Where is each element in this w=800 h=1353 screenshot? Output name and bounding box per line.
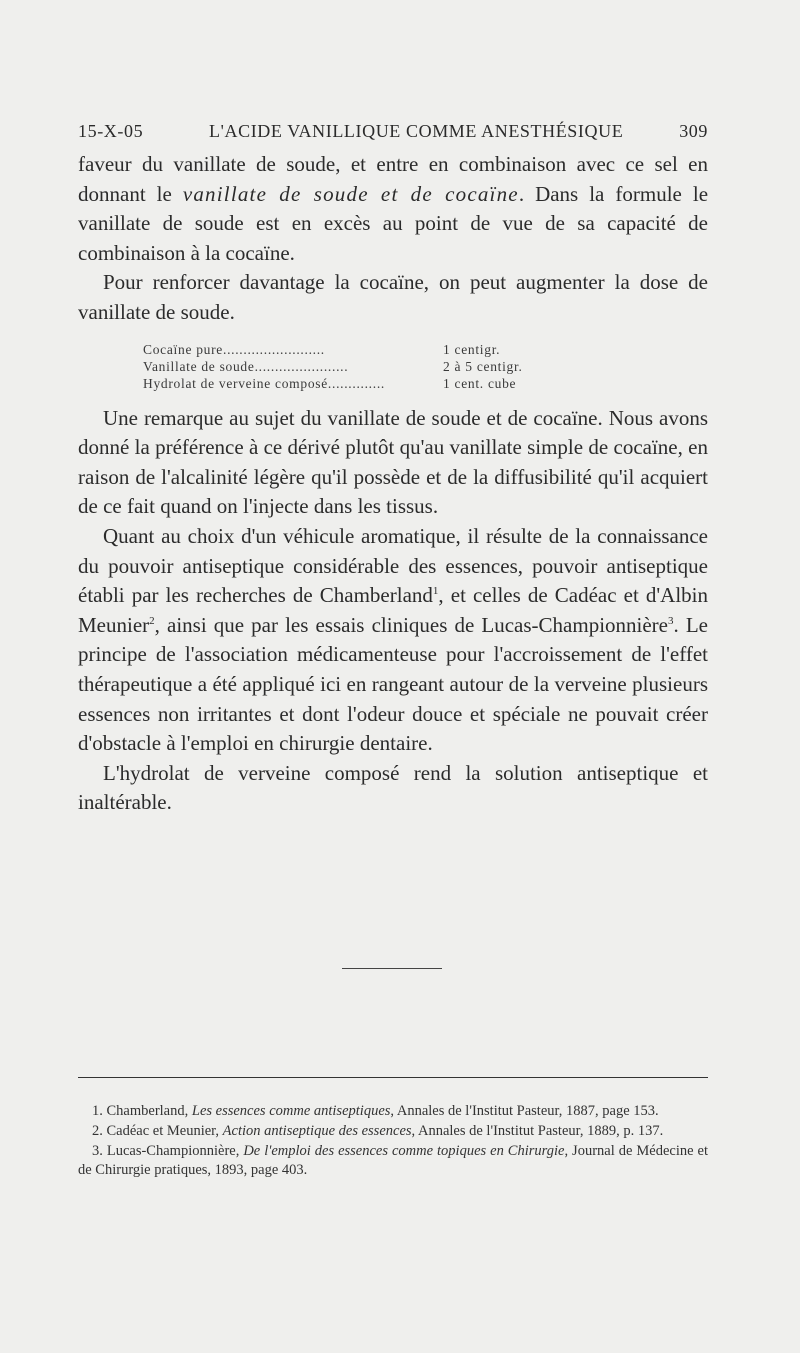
footnote-source: , Annales de l'Institut Pasteur, 1887, page 153. — [390, 1103, 659, 1119]
footnotes — [78, 1102, 708, 1181]
paragraph-1 — [78, 150, 708, 268]
paragraph-3: Une remarque au sujet du vanillate de soude et de cocaïne. Nous avons donné la préférence à ce dérivé plutôt qu'au vanillate simple de cocaïne, en raison de l'alcalinité légère qu'il possède et de la diffusibilité qu'il acquiert de ce fait quand on l'injecte dans les tissus. — [78, 405, 708, 519]
formula-quantity: 1 centigr. — [443, 341, 501, 357]
formula-ingredient: Hydrolat de verveine composé.............. — [143, 375, 385, 391]
page-number: 309 — [679, 121, 708, 141]
paragraph-4-text-c: , ainsi que par les essais cliniques de Lucas-Championnière — [154, 612, 668, 637]
footnote-1 — [78, 1102, 708, 1122]
formula-quantity: 2 à 5 centigr. — [443, 358, 523, 374]
formula-row — [78, 341, 708, 358]
formula-ingredient: Vanillate de soude....................... — [143, 358, 349, 374]
footnote-ref-1[interactable]: 1 — [432, 585, 439, 598]
section-divider — [342, 968, 442, 969]
paragraph-1-text-b: . Dans la formule le vanillate de soude est en excès au point de vue de sa capacité de combinaison à la cocaïne. — [78, 181, 709, 265]
paragraph-2: Pour renforcer davantage la cocaïne, on peut augmenter la dose de vanillate de soude. — [78, 270, 708, 324]
footnote-source: , Annales de l'Institut Pasteur, 1889, p. 137. — [411, 1122, 664, 1139]
formula-row — [78, 375, 708, 392]
paragraph-1-italic: vanillate de soude et de cocaïne — [182, 181, 519, 206]
footnote-separator — [78, 1077, 708, 1078]
main-text — [78, 150, 708, 818]
paragraph-4-text-d: . Le principe de l'association médicamenteuse pour l'accroissement de l'effet thérapeutique a été appliqué ici en rangeant autour de la verveine plusieurs essences non irritantes et dont l'odeur douce et spéciale ne pouvait créer d'obstacle à l'emploi en chirurgie dentaire. — [78, 612, 708, 756]
paragraph-4-text-b: , et celles de Cadéac et d'Albin Meunier — [78, 583, 709, 637]
formula-row — [78, 358, 708, 375]
formula-table — [78, 341, 708, 392]
footnote-work-title: De l'emploi des essences comme topiques en Chirurgie — [243, 1142, 565, 1159]
footnote-ref-2[interactable]: 2 — [149, 614, 155, 627]
paragraph-1-text-a: faveur du vanillate de soude, et entre en combinaison avec ce sel en donnant le — [78, 152, 708, 206]
footnote-work-title: Action antiseptique des essences — [222, 1122, 412, 1139]
footnote-source: , Journal de Médecine et de Chirurgie pratiques, 1893, page 403. — [78, 1142, 708, 1179]
footnote-3 — [78, 1142, 708, 1182]
paragraph-4-text-a: Quant au choix d'un véhicule aromatique, il résulte de la connaissance du pouvoir antiseptique considérable des essences, pouvoir antiseptique établi par les recherches de Chamberland — [78, 523, 708, 608]
footnote-work-title: Les essences comme antiseptiques — [191, 1103, 391, 1119]
footnote-number: 2. — [92, 1122, 103, 1139]
footnote-ref-3[interactable]: 3 — [668, 614, 674, 627]
paragraph-5: L'hydrolat de verveine composé rend la solution antiseptique et inaltérable. — [78, 760, 708, 815]
footnote-author: Chamberland, — [106, 1103, 192, 1119]
footnote-2 — [78, 1122, 708, 1142]
formula-ingredient: Cocaïne pure......................... — [143, 341, 325, 357]
paragraph-4 — [78, 522, 708, 759]
running-header — [78, 118, 708, 144]
formula-quantity: 1 cent. cube — [443, 375, 517, 391]
footnote-author: Lucas-Championnière, — [106, 1142, 244, 1159]
header-title: L'ACIDE VANILLIQUE COMME ANESTHÉSIQUE — [209, 121, 624, 141]
footnote-number: 1. — [92, 1103, 103, 1119]
footnote-author: Cadéac et Meunier, — [106, 1122, 223, 1139]
header-date: 15-X-05 — [78, 121, 144, 141]
footnote-number: 3. — [92, 1142, 103, 1159]
